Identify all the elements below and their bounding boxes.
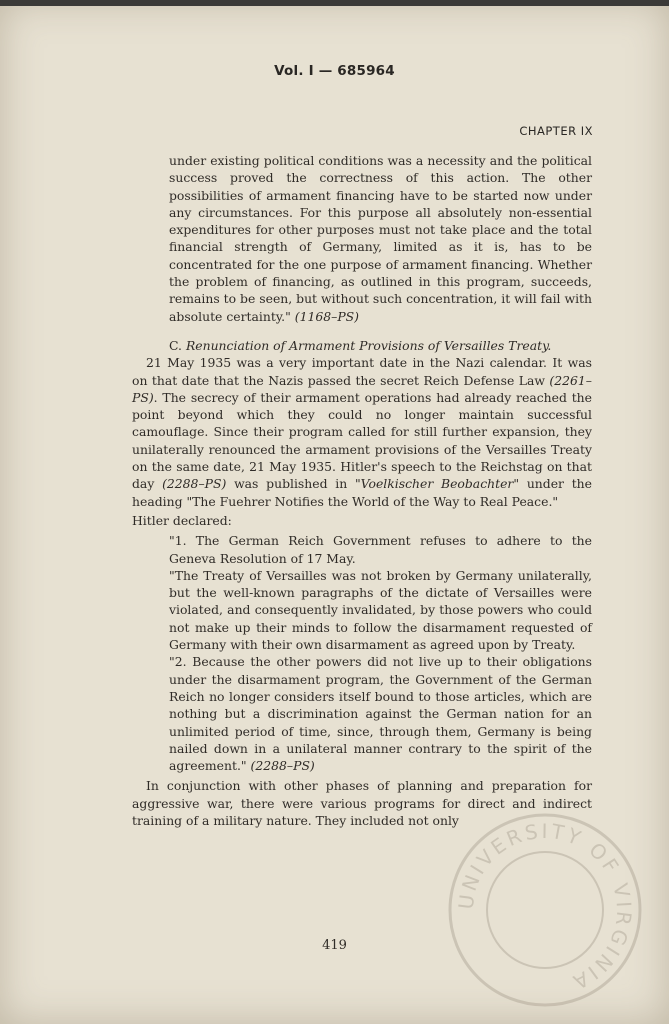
page-top-edge <box>0 0 669 6</box>
final-paragraph: In conjunction with other phases of planning and preparation for aggressive war, there were various programs for direct and indirect training of a military nature. They included not only <box>132 778 592 828</box>
library-stamp-icon <box>445 810 645 1010</box>
chapter-label: CHAPTER IX <box>519 124 593 138</box>
continuation-paragraph <box>132 152 592 325</box>
citation-2288-ps: (2288–PS) <box>162 476 227 492</box>
continuation-text: under existing political conditions was a necessity and the political success proved the correctness of this action. The other possibilities of armament financing have to be started now under any circumstances. For this purpose all absolutely non-essential expenditures for other purposes must not take place and the total financial strength of Germany, limited as it is, has to be concentrated for the one purpose of armament financing. Whether the problem of financing, as outlined in this program, succeeds, remains to be seen, but without such concentration, it will fail with absolute certainty." <box>169 153 592 324</box>
page-number: 419 <box>322 938 347 953</box>
citation-2288-ps-quote: (2288–PS) <box>250 758 315 774</box>
section-heading <box>132 337 592 354</box>
quote-paragraph-2: "The Treaty of Versailles was not broken by Germany unilaterally, but the well-known paragraphs of the dictate of Versailles were violated, and consequently invalidated, by those powers who could not make up their minds to follow the disarmament requested of Germany with their own disarmament as agreed upon by Treaty. <box>169 567 592 653</box>
block-quote <box>132 532 592 774</box>
newspaper-title: "Voelkischer Beobachter" <box>354 476 520 492</box>
stamp-text: UNIVERSITY OF VIRGINIA <box>453 818 637 996</box>
running-head: Vol. I — 685964 <box>274 63 395 79</box>
paragraph-text: . The secrecy of their armament operations had already reached the point beyond which they could no longer maintain successful camouflage. Since their program called for still further expansion, they unilaterally renounced the armament provisions of the Versailles Treaty on the same date, 21 May 1935. Hitler's speech to the Reichstag on that day <box>132 389 592 492</box>
body-text <box>132 152 592 829</box>
citation-1168-ps: (1168–PS) <box>294 308 359 324</box>
paragraph-text: under the heading "The Fuehrer Notifies the World of the Way to Real Peace." <box>132 476 592 509</box>
paragraph-21-may-1935 <box>132 354 592 510</box>
section-title: Renunciation of Armament Provisions of Versailles Treaty. <box>185 337 552 353</box>
citation-2261-ps: (2261–PS) <box>132 372 592 405</box>
paragraph-text: was published in <box>234 476 348 492</box>
hitler-declared-line: Hitler declared: <box>132 512 232 528</box>
quote-paragraph-3 <box>169 653 592 774</box>
quote-paragraph-1: "1. The German Reich Government refuses to adhere to the Geneva Resolution of 17 May. <box>169 533 592 566</box>
section-letter: C. <box>169 337 182 353</box>
paragraph-text: 21 May 1935 was a very important date in the Nazi calendar. It was on that date that the Nazis passed the secret Reich Defense Law <box>132 355 592 388</box>
quote-text: "2. Because the other powers did not live up to their obligations under the disarmament program, the Government of the German Reich no longer considers itself bound to those articles, which are nothing but a discrimination against the German nation for an unlimited period of time, since, through them, Germany is being nailed down in a unilateral manner contrary to the spirit of the agreement." <box>169 654 592 774</box>
